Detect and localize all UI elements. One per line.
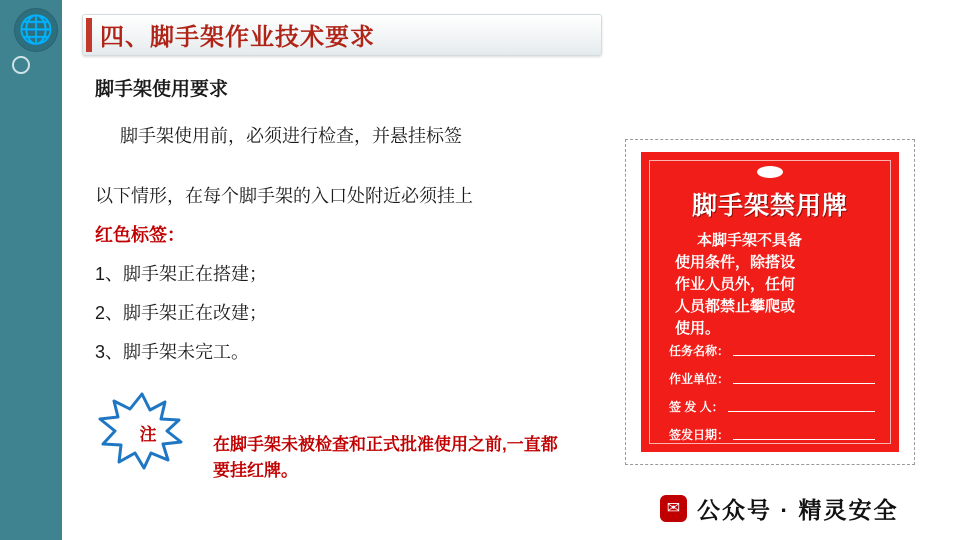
section-subheading: 脚手架使用要求 [95,79,229,100]
scaffold-prohibition-sign [641,152,899,452]
paragraph-one: 脚手架使用前，必须进行检查，并悬挂标签 [120,126,462,146]
sign-body-line: 作业人员外，任何 [675,276,796,293]
list-item: 1、脚手架正在搭建； [95,264,268,284]
sign-field-label: 签发日期： [669,428,730,442]
sign-body-line: 使用。 [675,320,721,337]
starburst-note-shape [97,392,187,470]
page-title: 四、脚手架作业技术要求 [100,24,375,51]
globe-badge [14,8,60,54]
sign-title: 脚手架禁用牌 [691,192,848,220]
sign-field-line [733,355,875,356]
sign-body-line: 本脚手架不具备 [697,232,803,249]
footer-brand [660,492,898,525]
sign-fields [669,342,875,454]
sign-field-row [669,370,875,387]
sign-field-line [733,439,875,440]
list-item: 2、脚手架正在改建； [95,303,268,323]
sign-field-line [728,411,875,412]
paragraph-two: 以下情形，在每个脚手架的入口处附近必须挂上 [95,186,473,206]
sign-hanging-hole [757,166,783,178]
starburst-label: 注 [139,425,157,444]
sign-field-label: 作业单位： [669,372,730,386]
sign-image-frame [625,139,915,465]
wechat-icon: ✉ [660,495,687,522]
brand-name: 公众号 · 精灵安全 [697,497,899,523]
red-tag-label: 红色标签： [95,225,185,245]
sign-field-line [733,383,875,384]
sign-field-row [669,398,875,415]
sign-body-line: 使用条件，除搭设 [675,254,796,271]
sign-field-row [669,342,875,359]
left-decoration-band [0,0,62,540]
sign-field-label: 任务名称： [669,344,730,358]
globe-icon: 🌐 [18,14,54,45]
sign-field-row [669,426,875,443]
title-accent-bar [86,18,92,52]
decorative-ring-icon [12,56,30,74]
sign-body-line: 人员都禁止攀爬或 [675,298,796,315]
sign-field-label: 签 发 人： [669,400,724,414]
sign-body-text [675,230,875,340]
list-item: 3、脚手架未完工。 [95,342,250,362]
warning-note: 在脚手架未被检查和正式批准使用之前,一直都要挂红牌。 [213,435,558,480]
